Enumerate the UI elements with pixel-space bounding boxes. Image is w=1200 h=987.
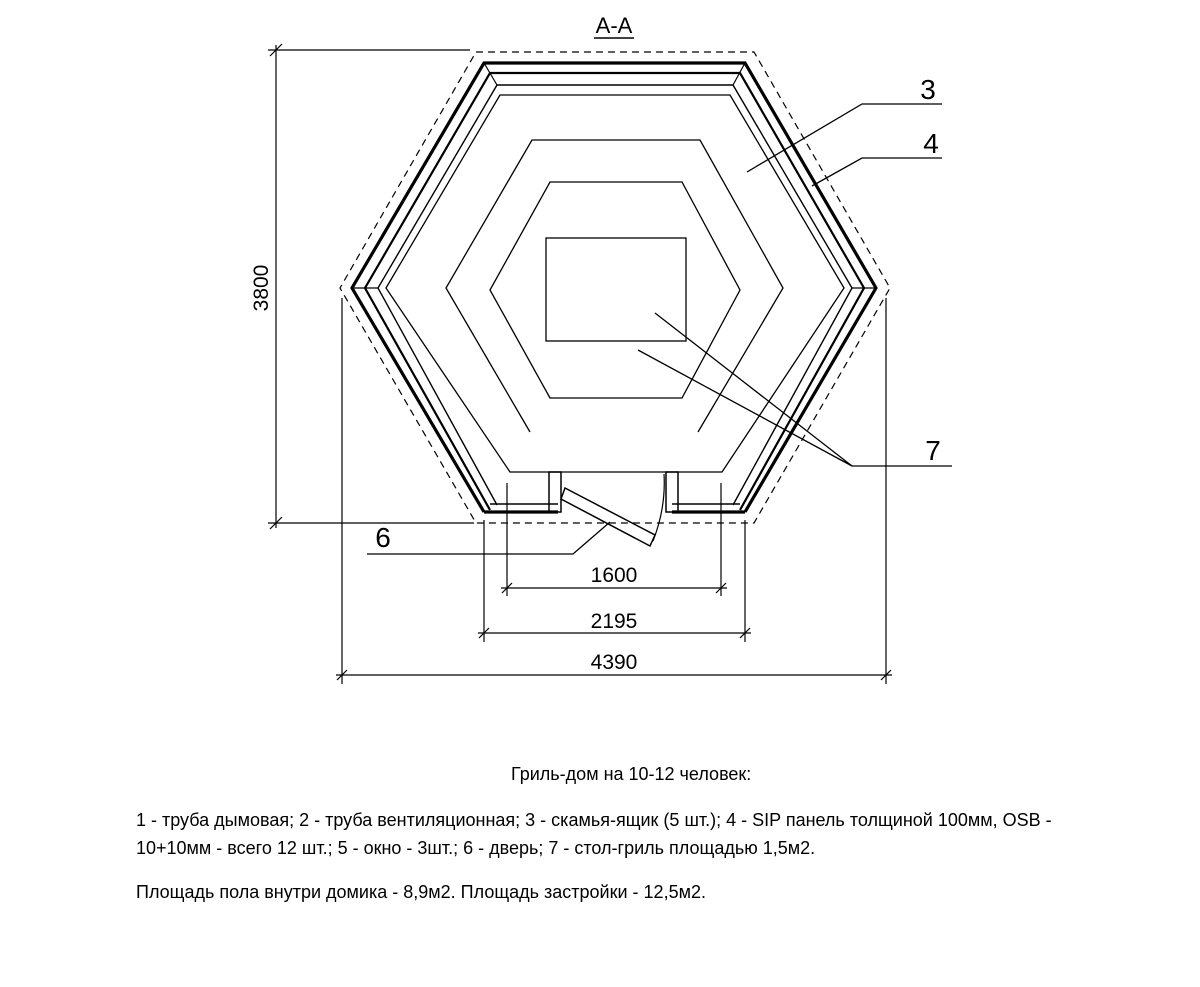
callout-bench: 3 bbox=[920, 74, 936, 105]
notes-heading: Гриль-дом на 10-12 человек: bbox=[511, 764, 752, 784]
callout-sip-panel: 4 bbox=[923, 128, 939, 159]
door-leaf bbox=[561, 488, 655, 546]
roof-outline-dashed bbox=[340, 52, 890, 523]
door-frame bbox=[549, 472, 678, 512]
bench-box-inner-edge bbox=[446, 140, 783, 432]
grill-table-hexagon bbox=[490, 182, 740, 398]
notes-legend: 1 - труба дымовая; 2 - труба вентиляционная; 3 - скамья-ящик (5 шт.); 4 - SIP панель толщиной 100мм, OSB - 10+10мм - всего 12 шт.; 5 - окно - 3шт.; 6 - дверь; 7 - стол-гриль площадью 1,5м2. bbox=[136, 810, 1052, 858]
dimension-overall-width-value: 4390 bbox=[590, 651, 638, 674]
dimension-height-value: 3800 bbox=[250, 264, 273, 312]
bench-box-outer-edge bbox=[386, 95, 844, 472]
dimension-door-width-value: 1600 bbox=[590, 564, 638, 587]
callout-grill-table: 7 bbox=[925, 435, 941, 466]
notes-area: Площадь пола внутри домика - 8,9м2. Площадь застройки - 12,5м2. bbox=[136, 882, 706, 902]
dimension-height bbox=[268, 44, 474, 529]
dimension-bottom-side-value: 2195 bbox=[590, 610, 638, 633]
section-title: А-А bbox=[595, 13, 633, 38]
callout-door: 6 bbox=[375, 522, 391, 553]
door-swing-arc bbox=[653, 474, 664, 541]
grill-table-grate bbox=[546, 238, 686, 341]
